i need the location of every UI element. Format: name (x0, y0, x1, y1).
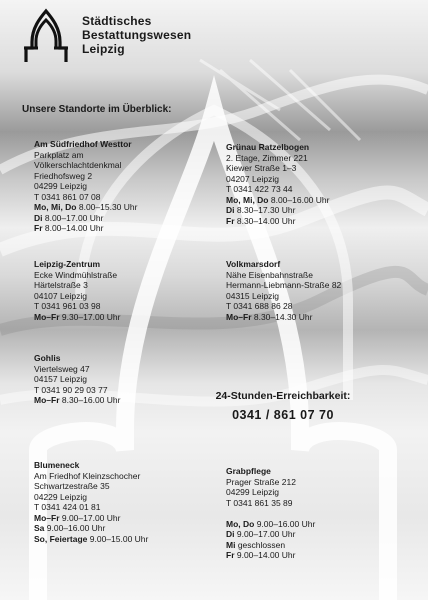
postal-line: 04315 Leipzig (226, 290, 279, 301)
hours-days: Mo, Do (226, 518, 255, 529)
intro-heading: Unsere Standorte im Überblick: (22, 104, 172, 115)
postal-line: 04107 Leipzig (34, 290, 87, 301)
location-name: Grünau Ratzelbogen (226, 142, 310, 152)
hours-time: 9.00–14.00 Uhr (234, 550, 296, 560)
org-line-1: Städtisches (82, 14, 152, 28)
location-name: Volkmarsdorf (226, 259, 281, 269)
hours-time: 8.00–15.30 Uhr (76, 202, 138, 212)
hours-line (226, 540, 315, 551)
hours-time: 9.00–17.00 Uhr (234, 529, 296, 539)
hours-time: 8.30–14.30 Uhr (251, 311, 313, 322)
hours-days: Mi (226, 539, 236, 550)
hours-line (226, 312, 341, 323)
hours-line (34, 202, 137, 213)
address-line: 2. Etage, Zimmer 221 (226, 152, 308, 163)
hours-line (34, 312, 120, 323)
hours-days: Di (226, 529, 235, 539)
address-line: Schwartzestraße 35 (34, 481, 110, 491)
location-gohlis (34, 353, 120, 406)
location-name: Am Südfriedhof Westtor (34, 139, 132, 149)
location-grabpflege (226, 466, 315, 561)
hours-time: geschlossen (235, 539, 286, 550)
hotline-title: 24-Stunden-Erreichbarkeit: (215, 390, 351, 402)
location-name: Leipzig-Zentrum (34, 259, 101, 269)
location-blumeneck (34, 460, 148, 544)
postal-line: 04299 Leipzig (226, 487, 279, 497)
hours-line (34, 513, 148, 524)
hours-days: Sa (34, 523, 45, 533)
hours-time: 9.00–15.00 Uhr (87, 533, 149, 544)
hours-time: 8.00–16.00 Uhr (268, 194, 330, 205)
hours-days: Di (226, 205, 235, 215)
hours-line (34, 534, 148, 545)
location-name: Grabpflege (226, 466, 271, 476)
hours-days: Mo–Fr (34, 512, 60, 523)
address-line: Kiewer Straße 1–3 (226, 163, 297, 173)
location-name: Gohlis (34, 353, 61, 363)
hours-line (226, 216, 329, 227)
hours-line (226, 195, 329, 206)
hours-time: 9.30–17.00 Uhr (59, 311, 121, 322)
address-line: Härtelstraße 3 (34, 280, 88, 290)
location-volkmarsdorf (226, 259, 341, 322)
hotline-block (188, 390, 378, 422)
hours-time: 9.00–16.00 Uhr (44, 523, 106, 533)
postal-line: 04157 Leipzig (34, 374, 87, 384)
address-line: Ecke Windmühlstraße (34, 269, 118, 280)
postal-line: 04207 Leipzig (226, 173, 279, 184)
hours-days: Mo, Mi, Do (34, 202, 77, 212)
phone-line: T 0341 861 07 08 (34, 191, 101, 202)
hours-time: 8.30–14.00 Uhr (234, 215, 296, 226)
hours-line (226, 205, 329, 216)
hours-days: Mo–Fr (226, 311, 252, 322)
hours-line (34, 395, 120, 406)
hours-line (34, 523, 148, 534)
address-line: Parkplatz am (34, 149, 84, 160)
hours-time: 8.30–17.30 Uhr (234, 205, 296, 215)
hours-line (226, 529, 315, 540)
hours-days: Di (34, 212, 43, 223)
hours-days: Fr (226, 550, 235, 560)
hours-time: 8.00–17.00 Uhr (42, 212, 104, 223)
phone-line: T 0341 90 29 03 77 (34, 384, 108, 395)
location-gruenau (226, 142, 329, 226)
postal-line: 04299 Leipzig (34, 181, 87, 191)
hours-line (226, 550, 315, 561)
hours-days: Mo–Fr (34, 395, 60, 405)
hours-line (226, 519, 315, 530)
org-line-3: Leipzig (82, 42, 125, 56)
hours-time: 8.30–16.00 Uhr (59, 395, 121, 405)
phone-line: T 0341 422 73 44 (226, 184, 293, 194)
location-westtor (34, 139, 137, 234)
hotline-number: 0341 / 861 07 70 (232, 408, 334, 422)
hours-days: Fr (34, 223, 43, 233)
hours-days: Mo, Mi, Do (226, 194, 269, 205)
hours-line (34, 223, 137, 234)
gothic-arch-logo-icon (22, 8, 70, 64)
address-line: Am Friedhof Kleinzschocher (34, 470, 141, 481)
postal-line: 04229 Leipzig (34, 491, 87, 502)
hours-time: 9.00–17.00 Uhr (59, 512, 121, 523)
phone-line: T 0341 961 03 98 (34, 301, 101, 311)
hours-line (34, 213, 137, 224)
spacer (226, 508, 315, 519)
hours-days: So, Feiertage (34, 533, 88, 544)
hours-days: Fr (226, 215, 235, 226)
address-line: Völkerschlachtdenkmal (34, 160, 122, 170)
address-line: Friedhofsweg 2 (34, 170, 93, 181)
hours-days: Mo–Fr (34, 311, 60, 322)
phone-line: T 0341 424 01 81 (34, 502, 101, 512)
location-name: Blumeneck (34, 460, 80, 470)
location-zentrum (34, 259, 120, 322)
address-line: Prager Straße 212 (226, 476, 296, 487)
address-line: Viertelsweg 47 (34, 363, 90, 374)
address-line: Hermann-Liebmann-Straße 82 (226, 280, 342, 290)
phone-line: T 0341 688 86 28 (226, 301, 293, 311)
hours-time: 8.00–14.00 Uhr (42, 223, 104, 233)
phone-line: T 0341 861 35 89 (226, 497, 293, 508)
organization-name (82, 14, 191, 56)
org-line-2: Bestattungswesen (82, 28, 192, 42)
address-line: Nähe Eisenbahnstraße (226, 269, 313, 280)
hours-time: 9.00–16.00 Uhr (254, 518, 316, 529)
